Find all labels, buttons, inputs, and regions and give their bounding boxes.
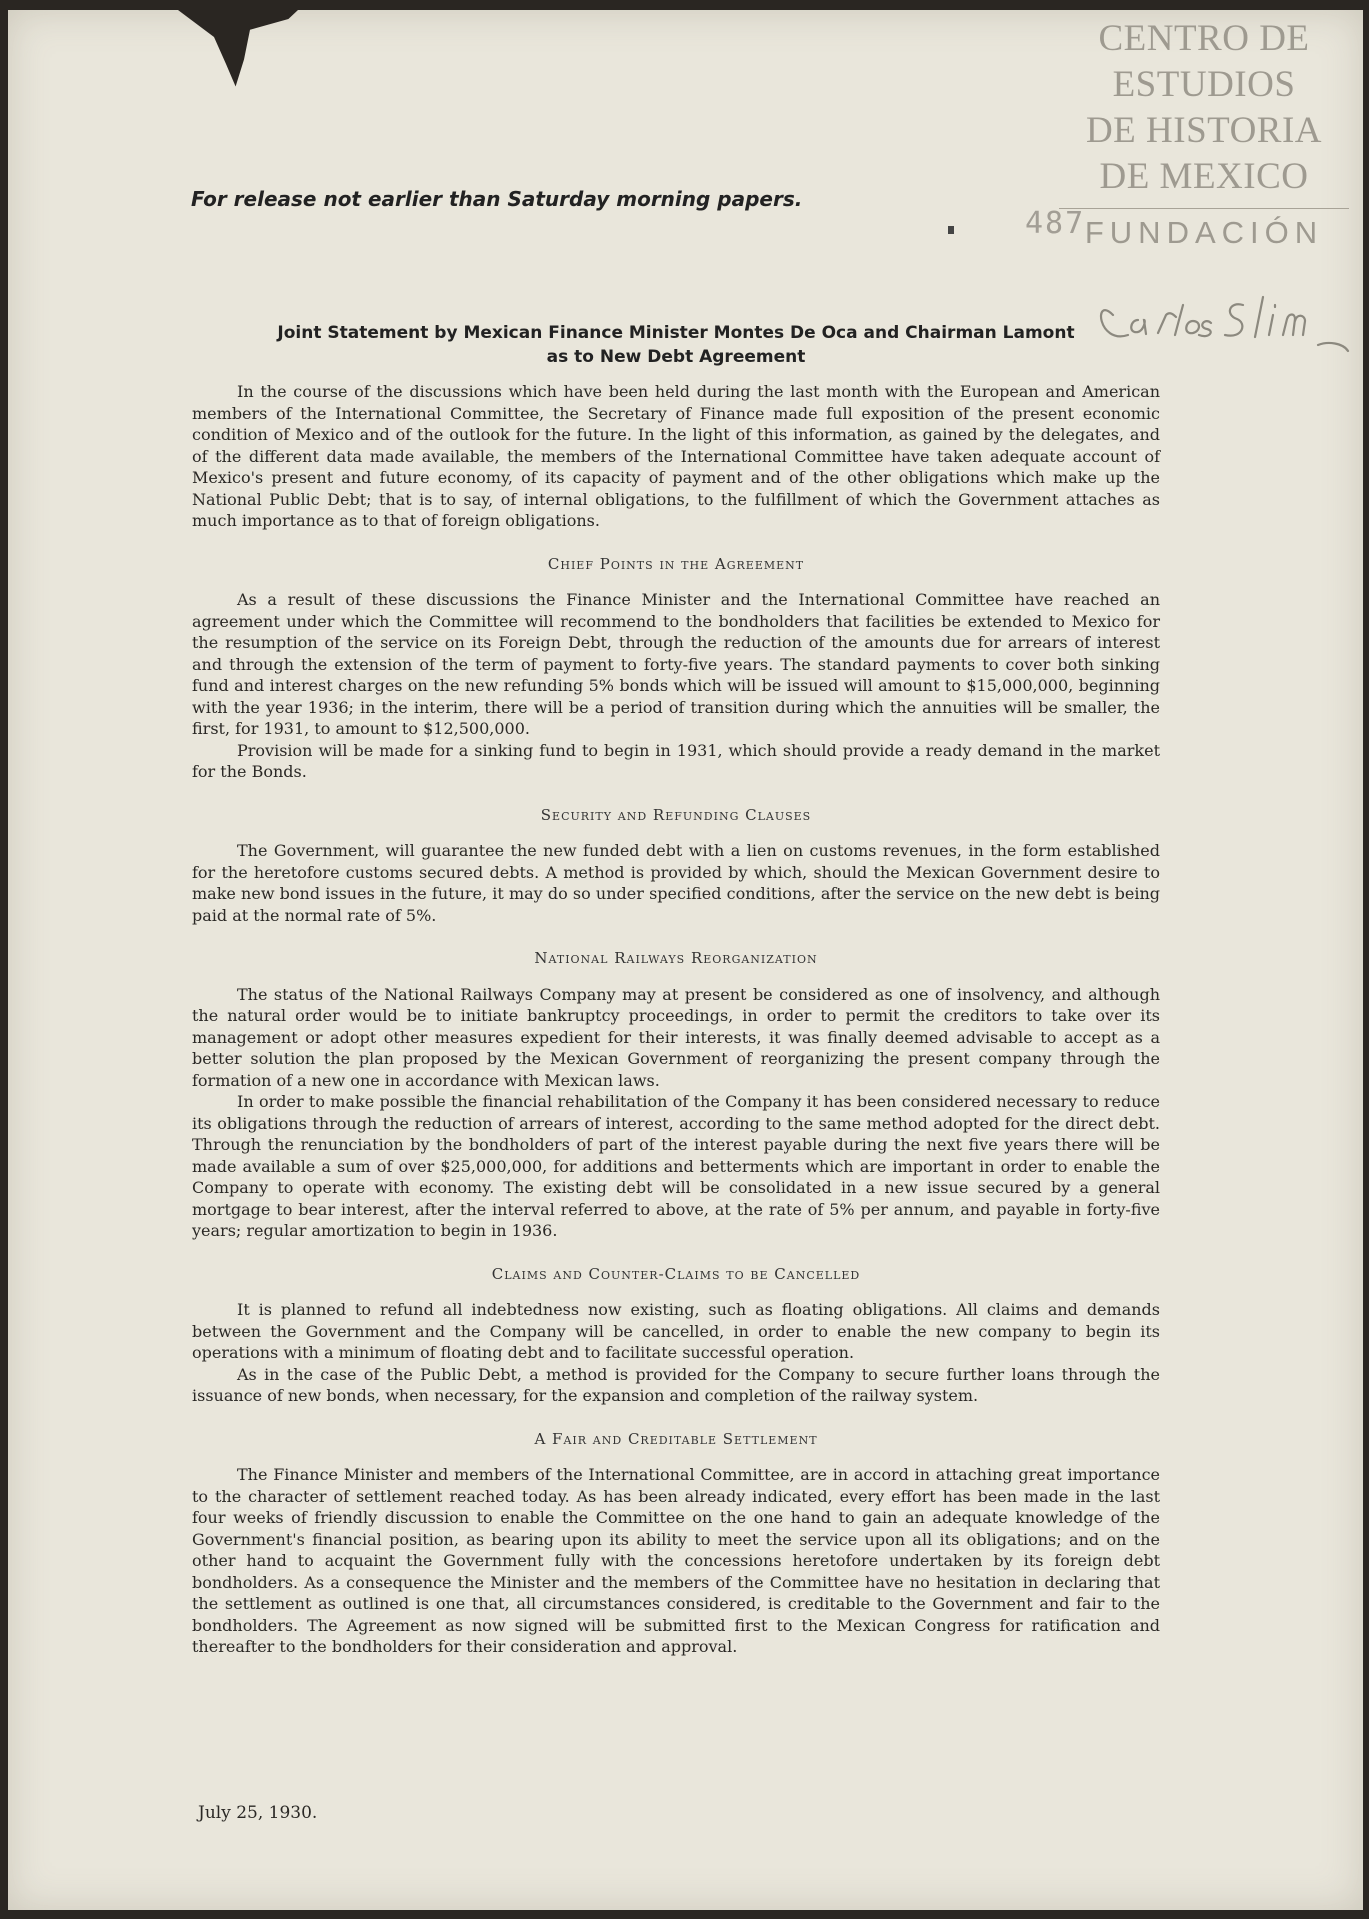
stamp-foundation: FUNDACIÓN [1084, 215, 1324, 250]
pencil-number: 487 [1025, 206, 1086, 241]
title-line: Joint Statement by Mexican Finance Minister Montes De Oca and Chairman Lamont [277, 323, 1075, 343]
paragraph: In order to make possible the financial rehabilitation of the Company it has been considered necessary to reduce its obligations through the reduction of arrears of interest, according to the same method adopted for the direct debt. Through the renunciation by the bondholders of part of the interest payable during the next five years there will be made available a sum of over $25,000,000, for additions and betterments which are important in order to enable the Company to operate with economy. The existing debt will be consolidated in a new issue secured by a general mortgage to bear interest, after the interval referred to above, at the rate of 5% per annum, and payable in forty-five years; regular amortization to begin in 1936. [192, 1092, 1160, 1240]
paragraph: Provision will be made for a sinking fund to begin in 1931, which should provide a ready demand in the market for the Bonds. [192, 740, 1160, 781]
statement-body [192, 381, 1160, 1658]
paragraph: The Finance Minister and members of the International Committee, are in accord in attaching great importance to the character of settlement reached today. As has been already indicated, every effort has been made in the last four weeks of friendly discussion to enable the Committee on the one hand to gain an adequate knowledge of the Government's financial position, as bearing upon its ability to meet the service upon all its obligations; and on the other hand to acquaint the Government fully with the concessions heretofore undertaken by its foreign debt bondholders. As a consequence the Minister and the members of the Committee have no hesitation in declaring that the settlement as outlined is one that, all circumstances considered, is creditable to the Government and fair to the bondholders. The Agreement as now signed will be submitted first to the Mexican Congress for ratification and thereafter to the bondholders for their consideration and approval. [192, 1465, 1160, 1656]
intro-paragraph: In the course of the discussions which have been held during the last month with the European and American members of the International Committee, the Secretary of Finance made full exposition of the present economic condition of Mexico and of the outlook for the future. In the light of this information, as gained by the delegates, and of the different data made available, the members of the International Committee have taken adequate account of Mexico's present and future economy, of its capacity of payment and of the other obligations which make up the National Public Debt; that is to say, of internal obligations, to the fulfillment of which the Government attaches as much importance as to that of foreign obligations. [192, 382, 1160, 530]
section-heading: Security and Refunding Clauses [540, 805, 812, 824]
paragraph: The status of the National Railways Company may at present be considered as one of insolvency, and although the natural order would be to initiate bankruptcy proceedings, in order to permit the creditors to take over its management or adopt other measures expedient for their interests, it was finally deemed advisable to accept as a better solution the plan proposed by the Mexican Government of reorganizing the present company through the formation of a new one in accordance with Mexican laws. [192, 984, 1160, 1090]
paragraph: It is planned to refund all indebtedness now existing, such as floating obligations. All claims and demands between the Government and the Company will be cancelled, in order to enable the new company to begin its operations with a minimum of floating debt and to facilitate successful operation. [192, 1300, 1160, 1362]
statement-date: July 25, 1930. [198, 1803, 318, 1823]
archive-stamp [1059, 16, 1349, 253]
torn-corner [178, 10, 298, 100]
paragraph: The Government, will guarantee the new funded debt with a lien on customs revenues, in the form established for the heretofore customs secured debts. A method is provided by which, should the Mexican Government desire to make new bond issues in the future, it may do so under specified conditions, after the service on the new debt is being paid at the normal rate of 5%. [192, 841, 1160, 925]
stamp-line: ESTUDIOS [1112, 64, 1296, 105]
stamp-rule [1059, 208, 1349, 209]
stamp-line: DE MEXICO [1099, 156, 1309, 197]
release-notice: For release not earlier than Saturday morning papers. [191, 187, 803, 211]
statement-title [191, 321, 1161, 369]
stamp-line: DE HISTORIA [1085, 110, 1323, 151]
document-page [8, 10, 1363, 1910]
ink-mark [948, 226, 954, 234]
section-heading: National Railways Reorganization [534, 949, 818, 967]
paragraph: As a result of these discussions the Finance Minister and the International Committee have reached an agreement under which the Committee will recommend to the bondholders that facilities be extended to Mexico for the resumption of the service on its Foreign Debt, through the reduction of the amounts due for arrears of interest and through the extension of the term of payment to forty-five years. The standard payments to cover both sinking fund and interest charges on the new refunding 5% bonds which will be issued will amount to $15,000,000, beginning with the year 1936; in the interim, there will be a period of transition during which the annuities will be smaller, the first, for 1931, to amount to $12,500,000. [192, 590, 1160, 738]
section-heading: Claims and Counter-Claims to be Cancelled [491, 1264, 861, 1283]
title-line: as to New Debt Agreement [546, 347, 806, 367]
stamp-line: CENTRO DE [1098, 18, 1310, 59]
section-heading: Chief Points in the Agreement [547, 554, 805, 573]
section-heading: A Fair and Creditable Settlement [534, 1429, 818, 1448]
paragraph: As in the case of the Public Debt, a method is provided for the Company to secure further loans through the issuance of new bonds, when necessary, for the expansion and completion of the railway system. [192, 1364, 1160, 1405]
